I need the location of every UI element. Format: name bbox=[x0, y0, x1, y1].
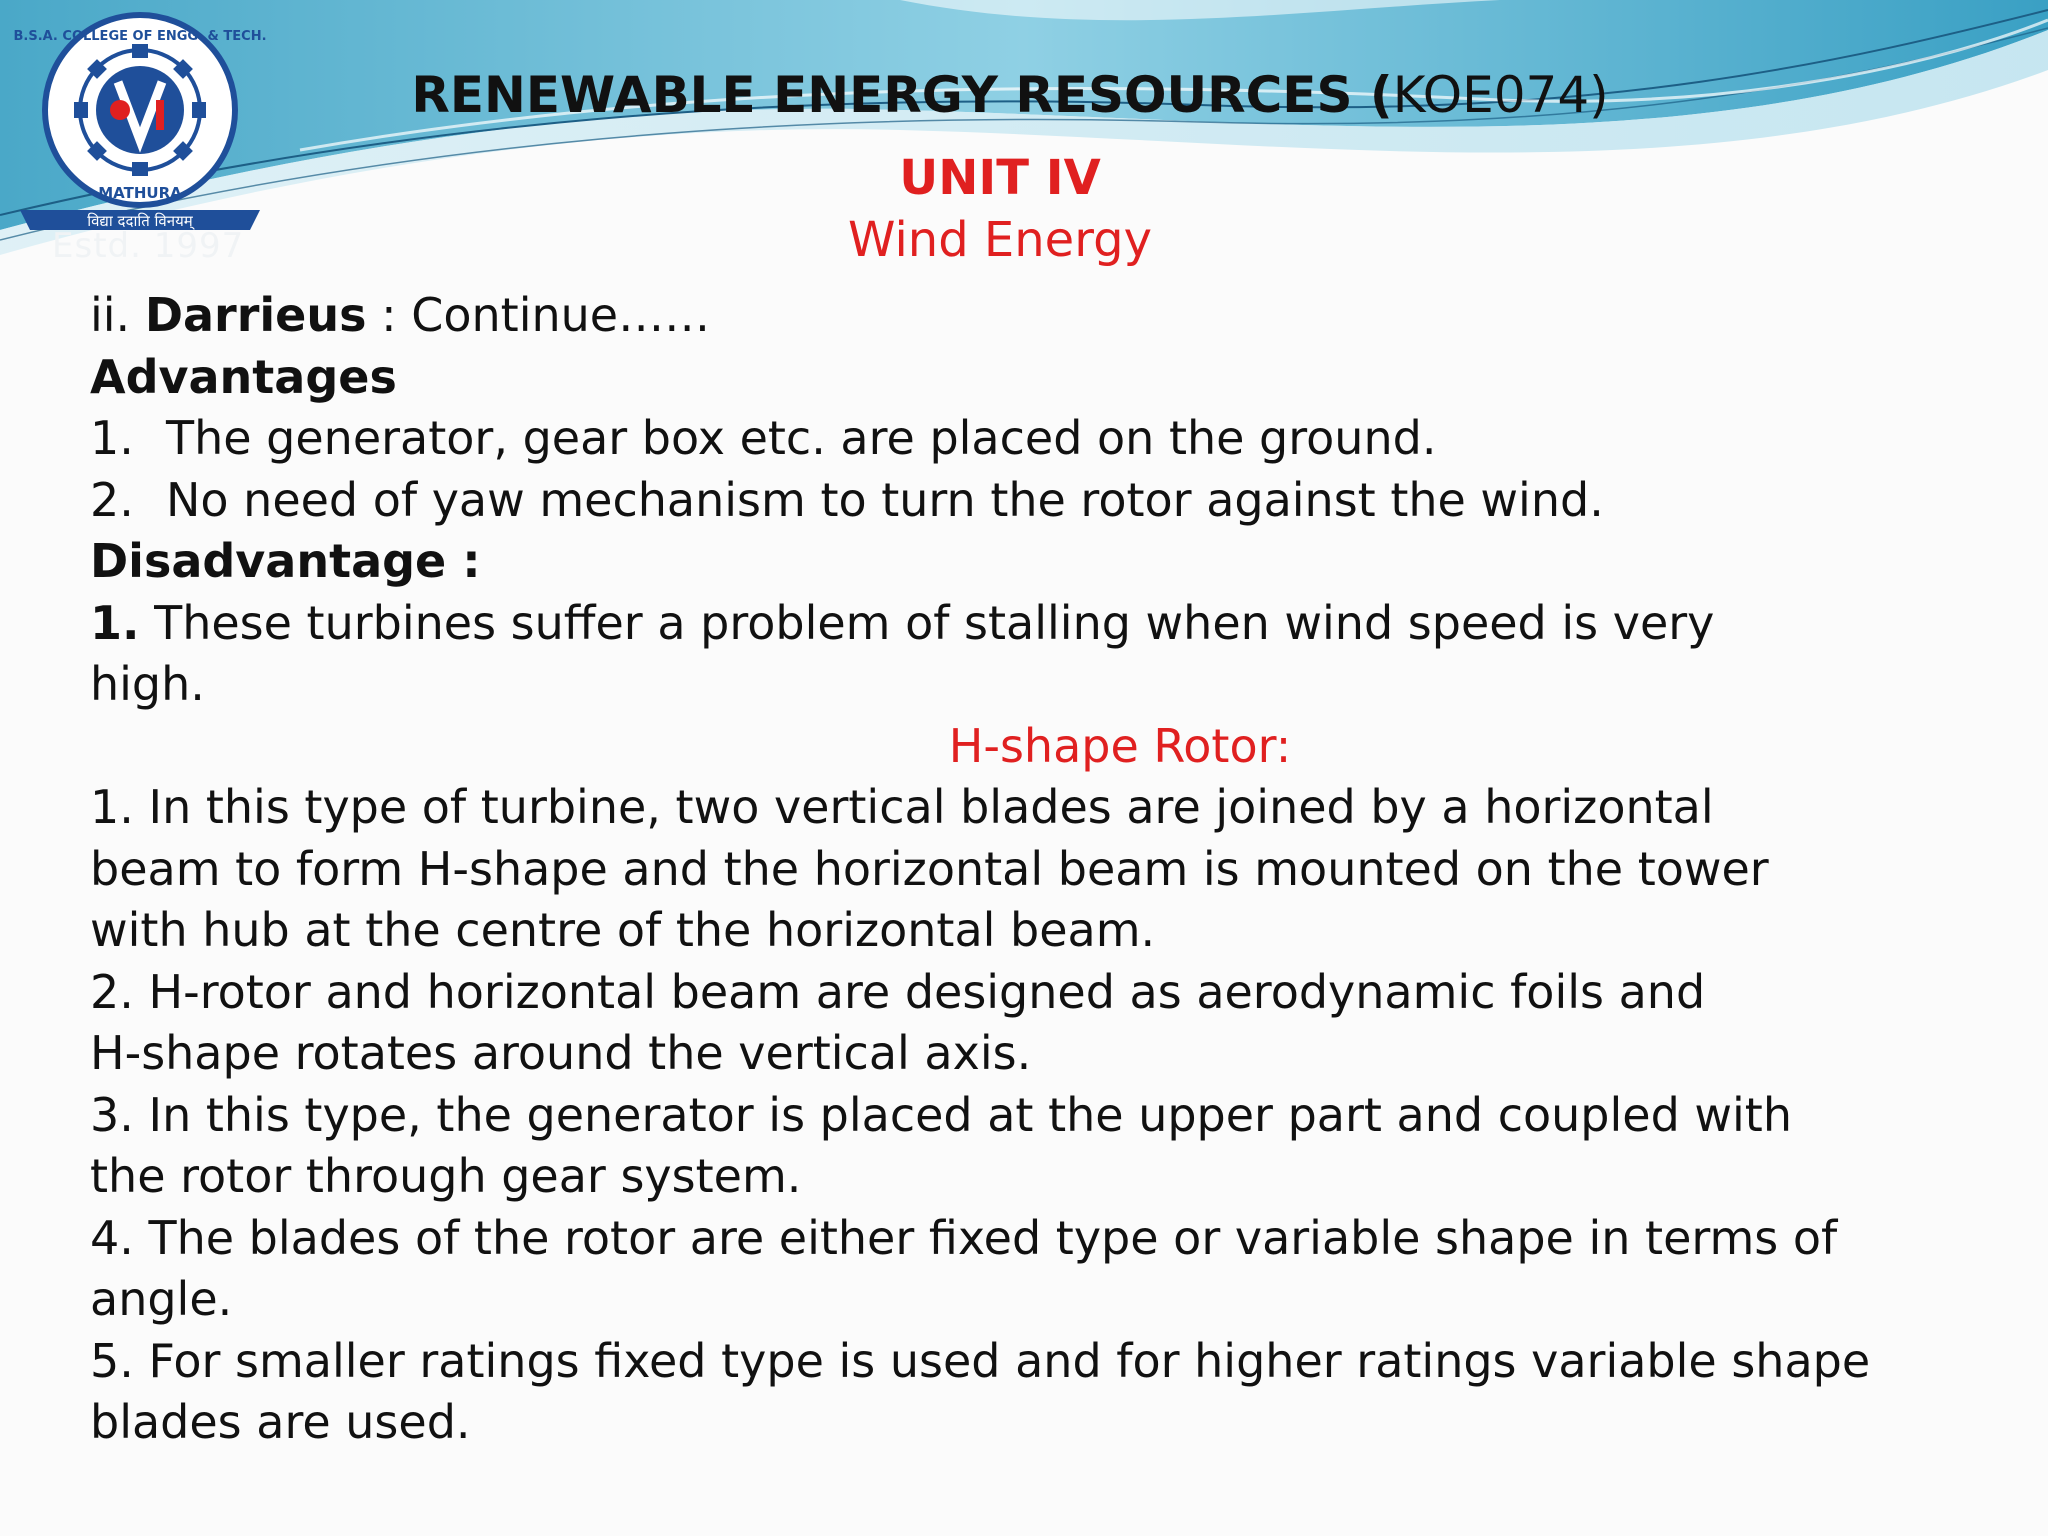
disadvantage-text: These turbines suffer a problem of stalling when wind speed is very bbox=[139, 595, 1715, 650]
hshape-heading: H-shape Rotor: bbox=[948, 718, 1292, 773]
intro-rest: : Continue…… bbox=[366, 288, 711, 342]
disadvantage-item bbox=[90, 593, 1970, 655]
hshape-line: H-shape rotates around the vertical axis. bbox=[90, 1026, 1032, 1080]
advantage-number: 1. bbox=[90, 411, 134, 465]
hshape-line: beam to form H-shape and the horizontal beam is mounted on the tower bbox=[90, 841, 1769, 896]
slide-body bbox=[90, 285, 1970, 1454]
logo-estd-text: Estd. 1997 bbox=[52, 226, 245, 266]
college-logo bbox=[10, 10, 270, 240]
hshape-line: 3. In this type, the generator is placed at the upper part and coupled with bbox=[90, 1087, 1792, 1142]
course-title-text: RENEWABLE ENERGY RESOURCES bbox=[411, 66, 1353, 124]
hshape-line: angle. bbox=[90, 1272, 233, 1326]
disadvantage-heading: Disadvantage : bbox=[90, 534, 481, 588]
advantage-item bbox=[90, 408, 1970, 470]
logo-ring-text: B.S.A. COLLEGE OF ENGG. & TECH. bbox=[13, 29, 267, 44]
advantage-text: No need of yaw mechanism to turn the rotor against the wind. bbox=[166, 472, 1604, 527]
intro-prefix: ii. bbox=[90, 288, 145, 342]
topic-label: Wind Energy bbox=[848, 212, 1152, 268]
hshape-line: 4. The blades of the rotor are either fixed type or variable shape in terms of bbox=[90, 1210, 1838, 1265]
slide-header bbox=[300, 66, 1720, 124]
advantage-number: 2. bbox=[90, 472, 134, 527]
logo-city-text: MATHURA bbox=[98, 184, 182, 202]
hshape-line: 2. H-rotor and horizontal beam are designed as aerodynamic foils and bbox=[90, 964, 1706, 1019]
disadvantage-text-continued: high. bbox=[90, 657, 205, 711]
disadvantage-number: 1. bbox=[90, 595, 140, 650]
logo-motto-text: विद्या ददाति विनयम् bbox=[87, 212, 193, 230]
course-title-paren: ( bbox=[1352, 66, 1393, 124]
course-code: KOE074) bbox=[1392, 66, 1609, 124]
intro-line bbox=[90, 285, 1970, 347]
hshape-line: 1. In this type of turbine, two vertical blades are joined by a horizontal bbox=[90, 780, 1714, 834]
hshape-line: the rotor through gear system. bbox=[90, 1149, 802, 1203]
hshape-line: blades are used. bbox=[90, 1395, 471, 1449]
advantage-item bbox=[90, 470, 1970, 532]
hshape-line: with hub at the centre of the horizontal beam. bbox=[90, 903, 1156, 957]
unit-label: UNIT IV bbox=[899, 150, 1101, 206]
hshape-line: 5. For smaller ratings fixed type is used and for higher ratings variable shape bbox=[90, 1333, 1871, 1388]
advantage-text: The generator, gear box etc. are placed on the ground. bbox=[166, 411, 1437, 465]
intro-bold: Darrieus bbox=[144, 288, 367, 342]
advantages-heading: Advantages bbox=[90, 349, 397, 404]
course-title bbox=[300, 66, 1720, 124]
